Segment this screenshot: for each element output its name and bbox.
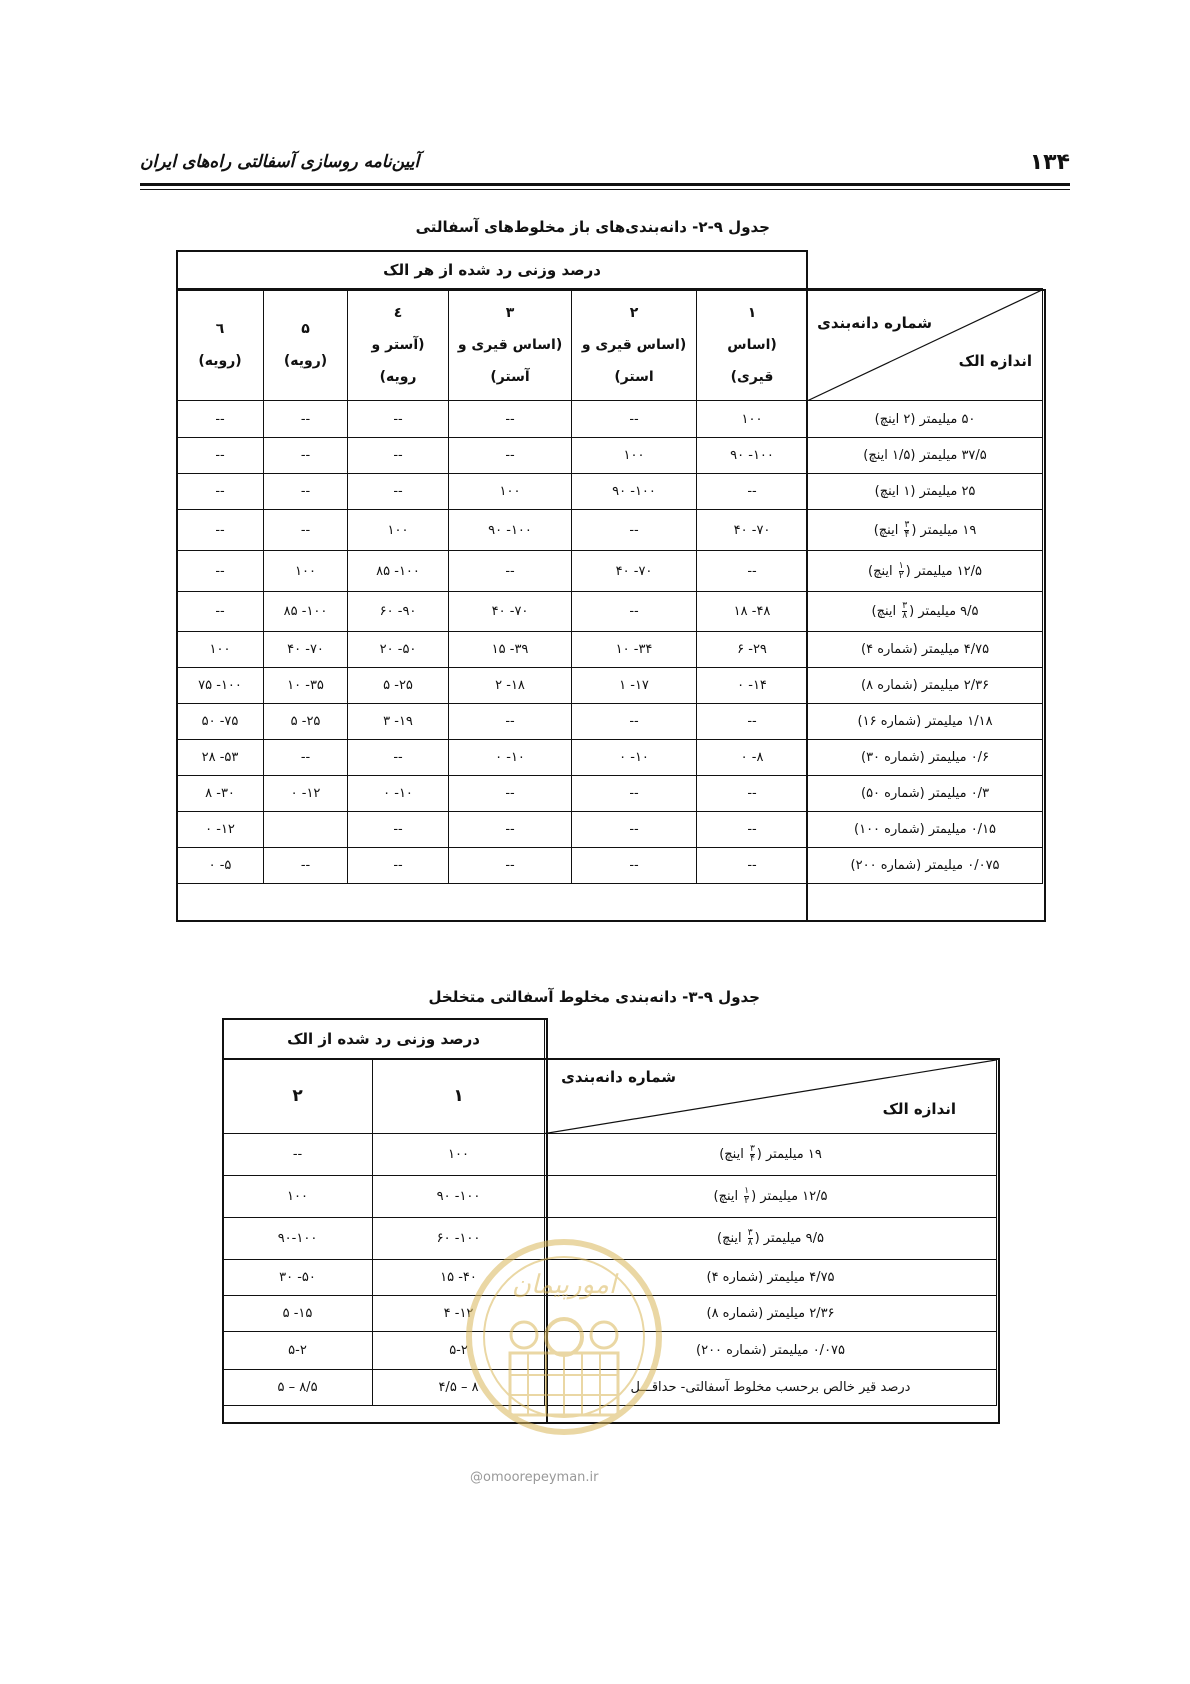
svg-text:امورپیمان: امورپیمان bbox=[511, 1270, 617, 1300]
sieve-size-label: درصد قیر خالص برحسب مخلوط آسفالتی- حداقـــل bbox=[630, 1380, 911, 1395]
fraction-denominator: ۲ bbox=[744, 1196, 750, 1206]
passing-percent-cell: ۱۰۰- ۹۰ bbox=[697, 438, 808, 474]
sieve-size-label: ۴/۷۵ میلیمتر (شماره ۴) bbox=[706, 1270, 835, 1285]
sieve-size-cell bbox=[808, 551, 1043, 592]
passing-percent-cell: ۳۹- ۱۵ bbox=[449, 632, 572, 668]
table-row bbox=[177, 812, 1043, 848]
passing-percent-cell: -- bbox=[697, 848, 808, 884]
table-row bbox=[177, 474, 1043, 510]
passing-percent-cell: -- bbox=[348, 401, 449, 438]
passing-percent-cell: ۱۰- ۰ bbox=[572, 740, 697, 776]
passing-percent-cell: ۵-۲ bbox=[223, 1332, 373, 1370]
passing-percent-cell: ۱۰۰- ۸۵ bbox=[348, 551, 449, 592]
fraction-numerator: ۱ bbox=[898, 560, 904, 571]
passing-percent-cell: -- bbox=[177, 401, 264, 438]
column-header-1: ۱ bbox=[373, 1059, 545, 1134]
passing-percent-cell: ۱۷- ۱ bbox=[572, 668, 697, 704]
sieve-size-cell bbox=[545, 1176, 997, 1218]
sieve-size-cell bbox=[808, 668, 1043, 704]
column-header-3: ۳ (اساس قیری و آستر) bbox=[449, 289, 572, 401]
sieve-size-text: ۱۹ میلیمتر ( bbox=[756, 1147, 822, 1162]
table-row bbox=[177, 704, 1043, 740]
column-header-2: ۲ bbox=[223, 1059, 373, 1134]
sieve-size-label: ۴/۷۵ میلیمتر (شماره ۴) bbox=[861, 642, 990, 657]
fraction-numerator: ۳ bbox=[747, 1228, 753, 1238]
passing-percent-cell: ۱۲- ۰ bbox=[177, 812, 264, 848]
sieve-size-label: ۰/۳ میلیمتر (شماره ۵۰) bbox=[861, 786, 990, 801]
watermark-site: @omoorepeyman.ir bbox=[470, 1470, 599, 1485]
sieve-size-label: ۲/۳۶ میلیمتر (شماره ۸) bbox=[861, 678, 990, 693]
sieve-size-label bbox=[873, 519, 977, 540]
sieve-size-cell bbox=[545, 1134, 997, 1176]
passing-percent-cell: -- bbox=[177, 474, 264, 510]
passing-percent-cell: ۴۸- ۱۸ bbox=[697, 592, 808, 632]
sieve-size-text: ۹/۵ میلیمتر ( bbox=[754, 1231, 825, 1246]
passing-percent-cell: ۱۴- ۰ bbox=[697, 668, 808, 704]
inch-fraction bbox=[899, 562, 904, 581]
passing-percent-cell: ۱۰۰ bbox=[223, 1176, 373, 1218]
sieve-size-cell bbox=[808, 401, 1043, 438]
diagonal-header-cell bbox=[808, 289, 1043, 401]
passing-percent-cell: ۵۳- ۲۸ bbox=[177, 740, 264, 776]
passing-percent-cell: -- bbox=[449, 848, 572, 884]
passing-percent-cell: ۹۰-۱۰۰ bbox=[223, 1218, 373, 1260]
fraction-denominator: ۴ bbox=[749, 1154, 755, 1164]
passing-percent-cell: -- bbox=[177, 551, 264, 592]
table-row bbox=[177, 510, 1043, 551]
sieve-size-label bbox=[717, 1228, 825, 1248]
passing-percent-cell: -- bbox=[264, 740, 348, 776]
diagonal-header-cell bbox=[545, 1059, 997, 1134]
sieve-size-cell bbox=[808, 510, 1043, 551]
passing-percent-cell: ۹۰- ۶۰ bbox=[348, 592, 449, 632]
passing-percent-cell: -- bbox=[449, 776, 572, 812]
passing-percent-cell: ۱۵- ۵ bbox=[223, 1296, 373, 1332]
blank-corner bbox=[545, 1019, 997, 1059]
gradation-table-open bbox=[176, 250, 1043, 884]
sieve-size-label: ۰/۰۷۵ میلیمتر (شماره ۲۰۰) bbox=[850, 858, 1000, 873]
sieve-size-cell bbox=[808, 474, 1043, 510]
fraction-numerator: ۳ bbox=[902, 601, 908, 611]
passing-percent-cell: ۱۰۰ bbox=[264, 551, 348, 592]
sieve-size-label: ۵۰ میلیمتر (۲ اینچ) bbox=[874, 411, 976, 427]
table1-top-header: درصد وزنی رد شده از هر الک bbox=[177, 251, 808, 289]
passing-percent-cell: -- bbox=[572, 812, 697, 848]
passing-percent-cell: -- bbox=[264, 401, 348, 438]
passing-percent-cell: -- bbox=[264, 510, 348, 551]
sieve-size-unit: اینچ) bbox=[873, 522, 903, 538]
passing-percent-cell: ۷۰- ۴۰ bbox=[572, 551, 697, 592]
passing-percent-cell: ۱۰۰ bbox=[697, 401, 808, 438]
sieve-size-cell bbox=[808, 592, 1043, 632]
passing-percent-cell: -- bbox=[348, 740, 449, 776]
table-row bbox=[177, 551, 1043, 592]
table1-caption: جدول ۹-۲- دانه‌بندی‌های باز مخلوط‌های آسفالتی bbox=[415, 218, 770, 236]
sieve-size-label: ۰/۱۵ میلیمتر (شماره ۱۰۰) bbox=[854, 822, 997, 837]
diag-label-sieve-size: اندازه الک bbox=[958, 351, 1033, 370]
passing-percent-cell: ۱۰۰- ۷۵ bbox=[177, 668, 264, 704]
passing-percent-cell: ۲۵- ۵ bbox=[348, 668, 449, 704]
passing-percent-cell: -- bbox=[572, 401, 697, 438]
fraction-denominator: ۲ bbox=[898, 570, 904, 581]
passing-percent-cell: -- bbox=[177, 438, 264, 474]
passing-percent-cell: ۱۰۰- ۸۵ bbox=[264, 592, 348, 632]
sieve-size-cell bbox=[808, 848, 1043, 884]
inch-fraction bbox=[902, 602, 907, 621]
column-header-5: ۵ (رویه) bbox=[264, 289, 348, 401]
sieve-size-label: ۳۷/۵ میلیمتر (۱/۵ اینچ) bbox=[863, 448, 987, 463]
passing-percent-cell: ۳۰- ۸ bbox=[177, 776, 264, 812]
passing-percent-cell: ۷۵- ۵۰ bbox=[177, 704, 264, 740]
sieve-size-cell bbox=[808, 438, 1043, 474]
passing-percent-cell: -- bbox=[449, 812, 572, 848]
passing-percent-cell: -- bbox=[348, 438, 449, 474]
passing-percent-cell: ۷۰- ۴۰ bbox=[449, 592, 572, 632]
table-row bbox=[177, 592, 1043, 632]
passing-percent-cell: -- bbox=[449, 438, 572, 474]
passing-percent-cell: -- bbox=[572, 776, 697, 812]
passing-percent-cell: ۵- ۰ bbox=[177, 848, 264, 884]
passing-percent-cell: -- bbox=[449, 551, 572, 592]
passing-percent-cell: ۴۰- ۱۵ bbox=[373, 1260, 545, 1296]
fraction-numerator: ۳ bbox=[904, 519, 910, 530]
passing-percent-cell: -- bbox=[177, 510, 264, 551]
passing-percent-cell: -- bbox=[264, 848, 348, 884]
sieve-size-text: ۱۲/۵ میلیمتر ( bbox=[751, 1189, 828, 1204]
header-rule-thin bbox=[140, 189, 1070, 190]
fraction-numerator: ۱ bbox=[744, 1186, 750, 1196]
running-header bbox=[140, 150, 1070, 178]
passing-percent-cell: -- bbox=[697, 776, 808, 812]
sieve-size-label bbox=[868, 560, 983, 581]
sieve-size-text: ۱۲/۵ میلیمتر ( bbox=[905, 563, 983, 579]
passing-percent-cell: ۸ – ۴/۵ bbox=[373, 1370, 545, 1406]
passing-percent-cell: ۲۹- ۶ bbox=[697, 632, 808, 668]
sieve-size-unit: اینچ) bbox=[868, 563, 897, 579]
passing-percent-cell: ۱۲- ۴ bbox=[373, 1296, 545, 1332]
passing-percent-cell: -- bbox=[223, 1134, 373, 1176]
passing-percent-cell: ۱۹- ۳ bbox=[348, 704, 449, 740]
table-row bbox=[177, 776, 1043, 812]
inch-fraction bbox=[748, 1229, 753, 1248]
book-title: آیین‌نامه روسازی آسفالتی راه‌های ایران bbox=[140, 152, 420, 172]
inch-fraction bbox=[750, 1145, 755, 1164]
column-header-4: ٤ (آستر و رویه) bbox=[348, 289, 449, 401]
fraction-denominator: ۴ bbox=[904, 529, 910, 540]
table-row bbox=[223, 1134, 997, 1176]
passing-percent-cell: ۱۰۰- ۶۰ bbox=[373, 1218, 545, 1260]
passing-percent-cell: ۱۰۰- ۹۰ bbox=[449, 510, 572, 551]
watermark-seal bbox=[462, 1225, 667, 1450]
passing-percent-cell: -- bbox=[697, 704, 808, 740]
sieve-size-unit: اینچ) bbox=[871, 604, 901, 619]
sieve-size-label: ۲۵ میلیمتر (۱ اینچ) bbox=[874, 484, 976, 499]
fraction-denominator: ۸ bbox=[747, 1238, 753, 1248]
passing-percent-cell: ۷۰- ۴۰ bbox=[697, 510, 808, 551]
passing-percent-cell: ۲۵- ۵ bbox=[264, 704, 348, 740]
diag-label-gradation-number: شماره دانه‌بندی bbox=[817, 313, 933, 332]
passing-percent-cell: ۱۰۰ bbox=[348, 510, 449, 551]
diag-label-sieve-size: اندازه الک bbox=[882, 1099, 957, 1118]
passing-percent-cell: -- bbox=[572, 704, 697, 740]
sieve-size-unit: اینچ) bbox=[719, 1147, 748, 1162]
passing-percent-cell: -- bbox=[348, 812, 449, 848]
inch-fraction bbox=[744, 1187, 749, 1206]
sieve-size-cell bbox=[808, 704, 1043, 740]
table-row bbox=[177, 401, 1043, 438]
sieve-size-label: ۲/۳۶ میلیمتر (شماره ۸) bbox=[706, 1306, 835, 1321]
passing-percent-cell: ۵۰- ۲۰ bbox=[348, 632, 449, 668]
passing-percent-cell: ۱۰۰- ۹۰ bbox=[373, 1176, 545, 1218]
passing-percent-cell: ۷۰- ۴۰ bbox=[264, 632, 348, 668]
table2-top-header: درصد وزنی رد شده از الک bbox=[223, 1019, 545, 1059]
fraction-denominator: ۸ bbox=[902, 611, 908, 621]
passing-percent-cell: ۱۸- ۲ bbox=[449, 668, 572, 704]
passing-percent-cell: -- bbox=[264, 438, 348, 474]
sieve-size-unit: اینچ) bbox=[713, 1189, 743, 1204]
table-row bbox=[177, 740, 1043, 776]
passing-percent-cell: -- bbox=[697, 551, 808, 592]
table1-body bbox=[177, 401, 1043, 884]
sieve-size-label bbox=[713, 1186, 828, 1206]
passing-percent-cell: -- bbox=[348, 848, 449, 884]
passing-percent-cell: -- bbox=[572, 510, 697, 551]
passing-percent-cell: -- bbox=[697, 474, 808, 510]
sieve-size-cell bbox=[808, 632, 1043, 668]
passing-percent-cell: ۵۰- ۳۰ bbox=[223, 1260, 373, 1296]
passing-percent-cell: ۸- ۰ bbox=[697, 740, 808, 776]
table-row bbox=[177, 632, 1043, 668]
sieve-size-label: ۰/۰۷۵ میلیمتر (شماره ۲۰۰) bbox=[696, 1343, 846, 1358]
passing-percent-cell: ۳۵- ۱۰ bbox=[264, 668, 348, 704]
fraction-numerator: ۳ bbox=[749, 1144, 755, 1154]
table-row bbox=[177, 438, 1043, 474]
passing-percent-cell: -- bbox=[572, 848, 697, 884]
header-rule bbox=[140, 183, 1070, 186]
passing-percent-cell: ۱۰۰ bbox=[373, 1134, 545, 1176]
sieve-size-label bbox=[719, 1144, 822, 1164]
passing-percent-cell: ۱۲- ۰ bbox=[264, 776, 348, 812]
passing-percent-cell: ۱۰۰- ۹۰ bbox=[572, 474, 697, 510]
passing-percent-cell: -- bbox=[177, 592, 264, 632]
page-number: ۱۳۴ bbox=[1029, 150, 1070, 175]
passing-percent-cell: ۸/۵ – ۵ bbox=[223, 1370, 373, 1406]
inch-fraction bbox=[904, 521, 909, 540]
sieve-size-text: ۹/۵ میلیمتر ( bbox=[909, 604, 979, 619]
passing-percent-cell: -- bbox=[348, 474, 449, 510]
sieve-size-label bbox=[871, 601, 979, 621]
sieve-size-cell bbox=[808, 740, 1043, 776]
sieve-size-cell bbox=[808, 812, 1043, 848]
table-row bbox=[223, 1176, 997, 1218]
column-header-1: ۱ (اساس قیری) bbox=[697, 289, 808, 401]
sieve-size-text: ۱۹ میلیمتر ( bbox=[911, 522, 977, 538]
column-header-2: ۲ (اساس قیری و استر) bbox=[572, 289, 697, 401]
passing-percent-cell: ۱۰۰ bbox=[449, 474, 572, 510]
passing-percent-cell: ۱۰- ۰ bbox=[449, 740, 572, 776]
passing-percent-cell: ۱۰۰ bbox=[572, 438, 697, 474]
sieve-size-label: ۱/۱۸ میلیمتر (شماره ۱۶) bbox=[857, 714, 993, 729]
passing-percent-cell: ۳۴- ۱۰ bbox=[572, 632, 697, 668]
passing-percent-cell: ۵-۲ bbox=[373, 1332, 545, 1370]
diagonal-line bbox=[808, 290, 1042, 401]
sieve-size-cell bbox=[808, 776, 1043, 812]
passing-percent-cell bbox=[264, 812, 348, 848]
diag-label-gradation-number: شماره دانه‌بندی bbox=[561, 1067, 677, 1086]
passing-percent-cell: ۱۰۰ bbox=[177, 632, 264, 668]
passing-percent-cell: ۱۰- ۰ bbox=[348, 776, 449, 812]
table-row bbox=[177, 668, 1043, 704]
passing-percent-cell: -- bbox=[264, 474, 348, 510]
passing-percent-cell: -- bbox=[572, 592, 697, 632]
table2-caption: جدول ۹-۳- دانه‌بندی مخلوط آسفالتی متخلخل bbox=[428, 988, 760, 1006]
column-header-6: ٦ (رویه) bbox=[177, 289, 264, 401]
table-row bbox=[177, 848, 1043, 884]
sieve-size-unit: اینچ) bbox=[717, 1231, 746, 1246]
sieve-size-label: ۰/۶ میلیمتر (شماره ۳۰) bbox=[861, 750, 990, 765]
passing-percent-cell: -- bbox=[449, 704, 572, 740]
passing-percent-cell: -- bbox=[449, 401, 572, 438]
blank-corner bbox=[808, 251, 1043, 289]
passing-percent-cell: -- bbox=[697, 812, 808, 848]
